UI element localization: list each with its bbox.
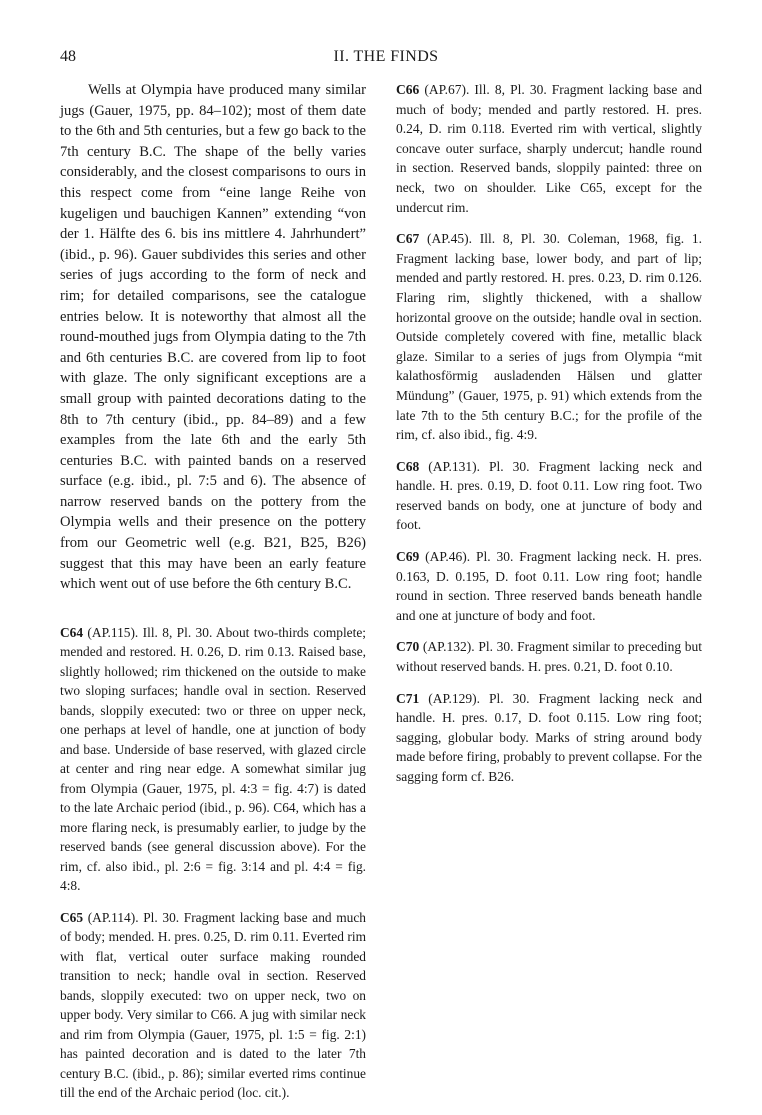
catalogue-entry-c71	[396, 689, 702, 787]
entry-number: C71	[396, 690, 420, 706]
page-header	[60, 48, 712, 70]
entry-text: (AP.114). Pl. 30. Fragment lacking base and much of body; mended. H. pres. 0.25, D. rim 0.11. Everted rim with flat, vertical outer surface making rounded transition to neck; handle oval in section. Reserved bands, sloppily executed: two on upper neck, two on upper body. Very similar to C66. A jug with similar neck and rim from Olympia (Gauer, 1975, pl. 1:5 = fig. 2:1) has painted decoration and is dated to the later 7th century B.C. (ibid., p. 86); similar everted rims continue till the end of the Archaic period (loc. cit.).	[60, 909, 366, 1101]
entry-number: C68	[396, 458, 420, 474]
running-title: II. THE FINDS	[333, 48, 439, 65]
entry-text: (AP.67). Ill. 8, Pl. 30. Fragment lacking base and much of body; mended and partly restored. H. pres. 0.24, D. rim 0.118. Everted rim with vertical, slightly concave outer surface, sharply undercut; handle round in section. Reserved bands, sloppily painted: three on neck, two on shoulder. Like C65, except for the undercut rim.	[396, 82, 702, 215]
intro-paragraph: Wells at Olympia have produced many similar jugs (Gauer, 1975, pp. 84–102); most of them date to the 6th and 5th centuries, but a few go back to the 7th century B.C. The shape of the belly varies considerably, and the closest comparisons to ours in this respect come from “eine lange Reihe von kugeligen und bauchigen Kannen” extending “von der 1. Hälfte des 6. bis ins mittlere 4. Jahrhundert” (ibid., p. 96). Gauer subdivides this series and other series of jugs according to the form of neck and rim; for detailed comparisons, see the catalogue entries below. It is noteworthy that almost all the round-mouthed jugs from Olympia dating to the 7th and 6th centuries B.C. are covered from lip to foot with glaze. The only significant exceptions are a small group with painted decorations dating to the 8th to 7th century (ibid., pp. 84–89) and a few examples from the late 6th and the early 5th centuries B.C. with painted bands on a reserved surface (e.g. ibid., pl. 7:5 and 6). The absence of narrow reserved bands on the pottery from the Olympia wells and their presence on the pottery from our Geometric well (e.g. B21, B25, B26) suggest that this may have been an early feature which went out of use before the 6th century B.C.	[60, 82, 366, 593]
right-column	[396, 80, 702, 799]
entry-number: C66	[396, 82, 420, 97]
entry-text: (AP.46). Pl. 30. Fragment lacking neck. H. pres. 0.163, D. 0.195, D. foot 0.11. Low ring foot; handle round in section. Three reserved bands beneath handle and one at juncture of body and foot.	[396, 549, 702, 623]
entry-number: C64	[60, 624, 84, 640]
catalogue-entry-c68	[396, 457, 702, 535]
entry-text: (AP.131). Pl. 30. Fragment lacking neck and handle. H. pres. 0.19, D. foot 0.11. Low ring foot. Two reserved bands on body, one at juncture of body and foot.	[396, 458, 702, 533]
catalogue-entry-c66	[396, 80, 702, 217]
entry-number: C65	[60, 909, 84, 925]
entry-text: (AP.45). Ill. 8, Pl. 30. Coleman, 1968, fig. 1. Fragment lacking base, lower body, and part of lip; mended and partly restored. H. pres. 0.23, D. rim 0.126. Flaring rim, slightly thickened, with a shallow horizontal groove on the outside; handle oval in section. Outside completely covered with fine, metallic black glaze. Similar to a series of jugs from Olympia “mit kalathosförmig ausladenden Hälsen und glatter Mündung” (Gauer, 1975, p. 91) which extends from the late 7th to the 5th century B.C.; for the profile of the rim, cf. also ibid., fig. 4:9.	[396, 231, 702, 443]
entry-number: C67	[396, 231, 420, 247]
page-number: 48	[60, 48, 76, 65]
catalogue-entry-c69	[396, 547, 702, 625]
left-column	[60, 80, 366, 1115]
catalogue-entry-c65	[60, 908, 366, 1103]
entry-text: (AP.115). Ill. 8, Pl. 30. About two-thirds complete; mended and restored. H. 0.26, D. rim 0.13. Raised base, slightly hollowed; rim thickened on the outside to make two sloping surfaces; handle oval in section. Reserved bands, sloppily executed: two or three on upper neck, one perhaps at level of handle, one at junction of body and base. Underside of base reserved, with glazed circle at center and ring near edge. A somewhat similar jug from Olympia (Gauer, 1975, pl. 4:3 = fig. 4:7) is dated to the late Archaic period (ibid., p. 96). C64, which has a more flaring neck, is presumably earlier, to judge by the reserved bands (see general discussion above). For the rim, cf. also ibid., pl. 2:6 = fig. 3:14 and pl. 4:4 = fig. 4:8.	[60, 624, 366, 894]
catalogue-entry-c64	[60, 623, 366, 896]
entry-number: C70	[396, 639, 420, 655]
entry-number: C69	[396, 549, 420, 565]
catalogue-entry-c70	[396, 637, 702, 676]
catalogue-entry-c67	[396, 229, 702, 445]
entry-text: (AP.132). Pl. 30. Fragment similar to preceding but without reserved bands. H. pres. 0.21, D. foot 0.10.	[396, 639, 702, 675]
entry-text: (AP.129). Pl. 30. Fragment lacking neck and handle. H. pres. 0.17, D. foot 0.115. Low ring foot; sagging, globular body. Marks of string around body made before firing, probably to prevent collapse. For the sagging form cf. B26.	[396, 690, 702, 784]
